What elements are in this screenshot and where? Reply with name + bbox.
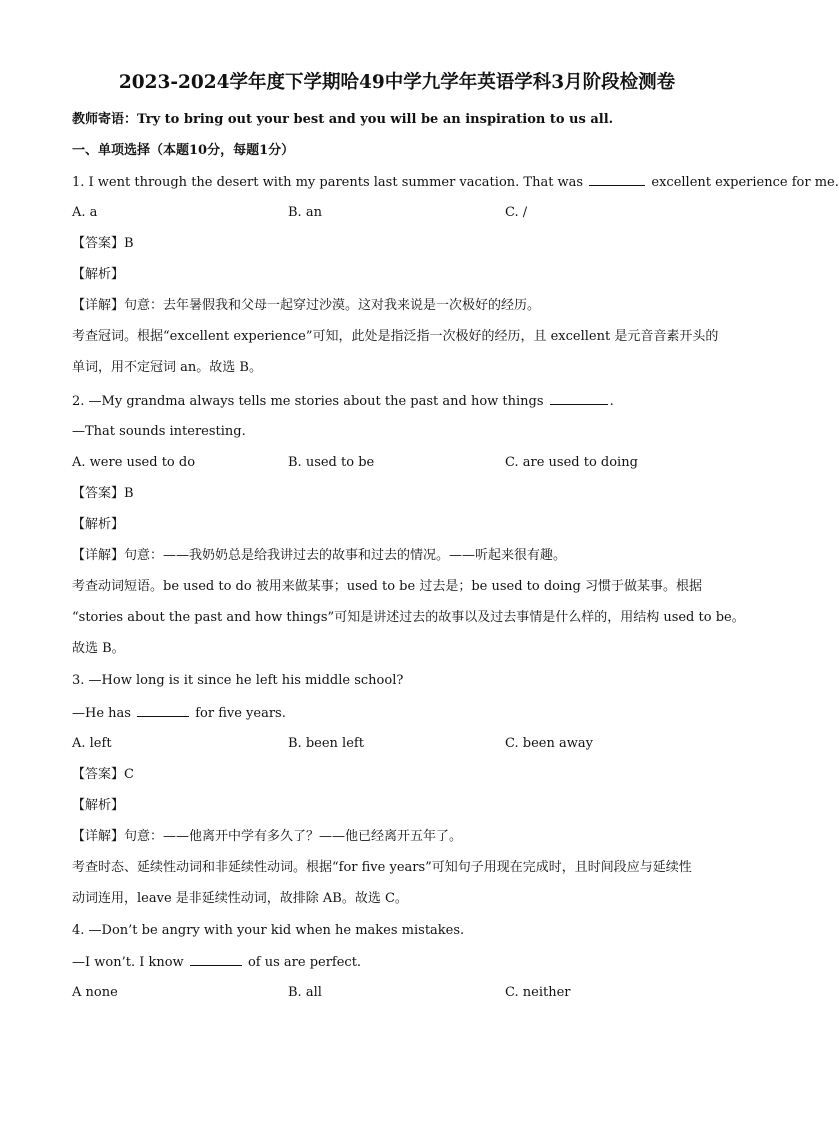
question-2-answer: 【答案】B <box>72 486 134 501</box>
question-3-reply <box>72 705 286 722</box>
question-4-stem: 4. —Don’t be angry with your kid when he makes mistakes. <box>72 923 465 938</box>
answer-blank <box>190 954 242 966</box>
question-3-detail: 动词连用，leave 是非延续性动词，故排除 AB。故选 C。 <box>72 891 408 906</box>
stem-text: of us are perfect. <box>243 955 362 970</box>
question-4-reply <box>72 954 361 971</box>
section-heading: 一、单项选择（本题10分，每题1分） <box>72 143 295 158</box>
stem-text: for five years. <box>191 706 286 721</box>
question-2-stem <box>72 393 614 410</box>
question-4-option-b: B. all <box>288 985 322 1000</box>
question-3-detail: 考查时态、延续性动词和非延续性动词。根据“for five years”可知句子用现在完成时，且时间段应与延续性 <box>72 860 692 875</box>
question-2-detail: 【详解】句意：——我奶奶总是给我讲过去的故事和过去的情况。——听起来很有趣。 <box>72 548 567 563</box>
question-3-option-a: A. left <box>72 736 112 751</box>
question-1-answer: 【答案】B <box>72 236 134 251</box>
stem-text: . <box>609 394 614 409</box>
question-2-option-c: C. are used to doing <box>505 455 638 470</box>
question-3-detail: 【详解】句意：——他离开中学有多久了？——他已经离开五年了。 <box>72 829 463 844</box>
page-title: 2023-2024学年度下学期哈49中学九学年英语学科3月阶段检测卷 <box>118 72 676 93</box>
question-1-option-c: C. / <box>505 205 528 220</box>
question-3-analysis: 【解析】 <box>72 798 125 813</box>
question-2-reply: —That sounds interesting. <box>72 424 246 439</box>
question-2-detail: “stories about the past and how things”可知是讲述过去的故事以及过去事情是什么样的，用结构 used to be。 <box>72 610 745 625</box>
question-1-option-b: B. an <box>288 205 322 220</box>
question-4-option-a: A none <box>72 985 118 1000</box>
teacher-message <box>72 112 613 128</box>
question-1-option-a: A. a <box>72 205 98 220</box>
question-3-answer: 【答案】C <box>72 767 134 782</box>
answer-blank <box>550 393 608 405</box>
question-1-detail: 考查冠词。根据“excellent experience”可知，此处是指泛指一次极好的经历，且 excellent 是元音音素开头的 <box>72 329 719 344</box>
question-2-detail: 故选 B。 <box>72 641 125 656</box>
question-1-analysis: 【解析】 <box>72 267 125 282</box>
question-3-stem: 3. —How long is it since he left his middle school? <box>72 673 404 688</box>
question-1-detail: 单词，用不定冠词 an。故选 B。 <box>72 360 262 375</box>
stem-text: —I won’t. I know <box>72 955 188 970</box>
answer-blank <box>589 174 645 186</box>
question-3-option-b: B. been left <box>288 736 364 751</box>
question-1-detail: 【详解】句意：去年暑假我和父母一起穿过沙漠。这对我来说是一次极好的经历。 <box>72 298 541 313</box>
question-1-stem <box>72 174 839 191</box>
question-2-option-b: B. used to be <box>288 455 375 470</box>
question-3-option-c: C. been away <box>505 736 593 751</box>
question-4-option-c: C. neither <box>505 985 571 1000</box>
teacher-message-text: Try to bring out your best and you will be an inspiration to us all. <box>137 112 614 127</box>
stem-text: —He has <box>72 706 136 721</box>
question-2-analysis: 【解析】 <box>72 517 125 532</box>
stem-text: 2. —My grandma always tells me stories about the past and how things <box>72 394 548 409</box>
stem-text: excellent experience for me. <box>647 175 839 190</box>
question-2-detail: 考查动词短语。be used to do 被用来做某事；used to be 过去是；be used to doing 习惯于做某事。根据 <box>72 579 702 594</box>
question-2-option-a: A. were used to do <box>72 455 196 470</box>
teacher-message-label: 教师寄语： <box>72 112 138 127</box>
answer-blank <box>137 705 189 717</box>
stem-text: 1. I went through the desert with my parents last summer vacation. That was <box>72 175 588 190</box>
